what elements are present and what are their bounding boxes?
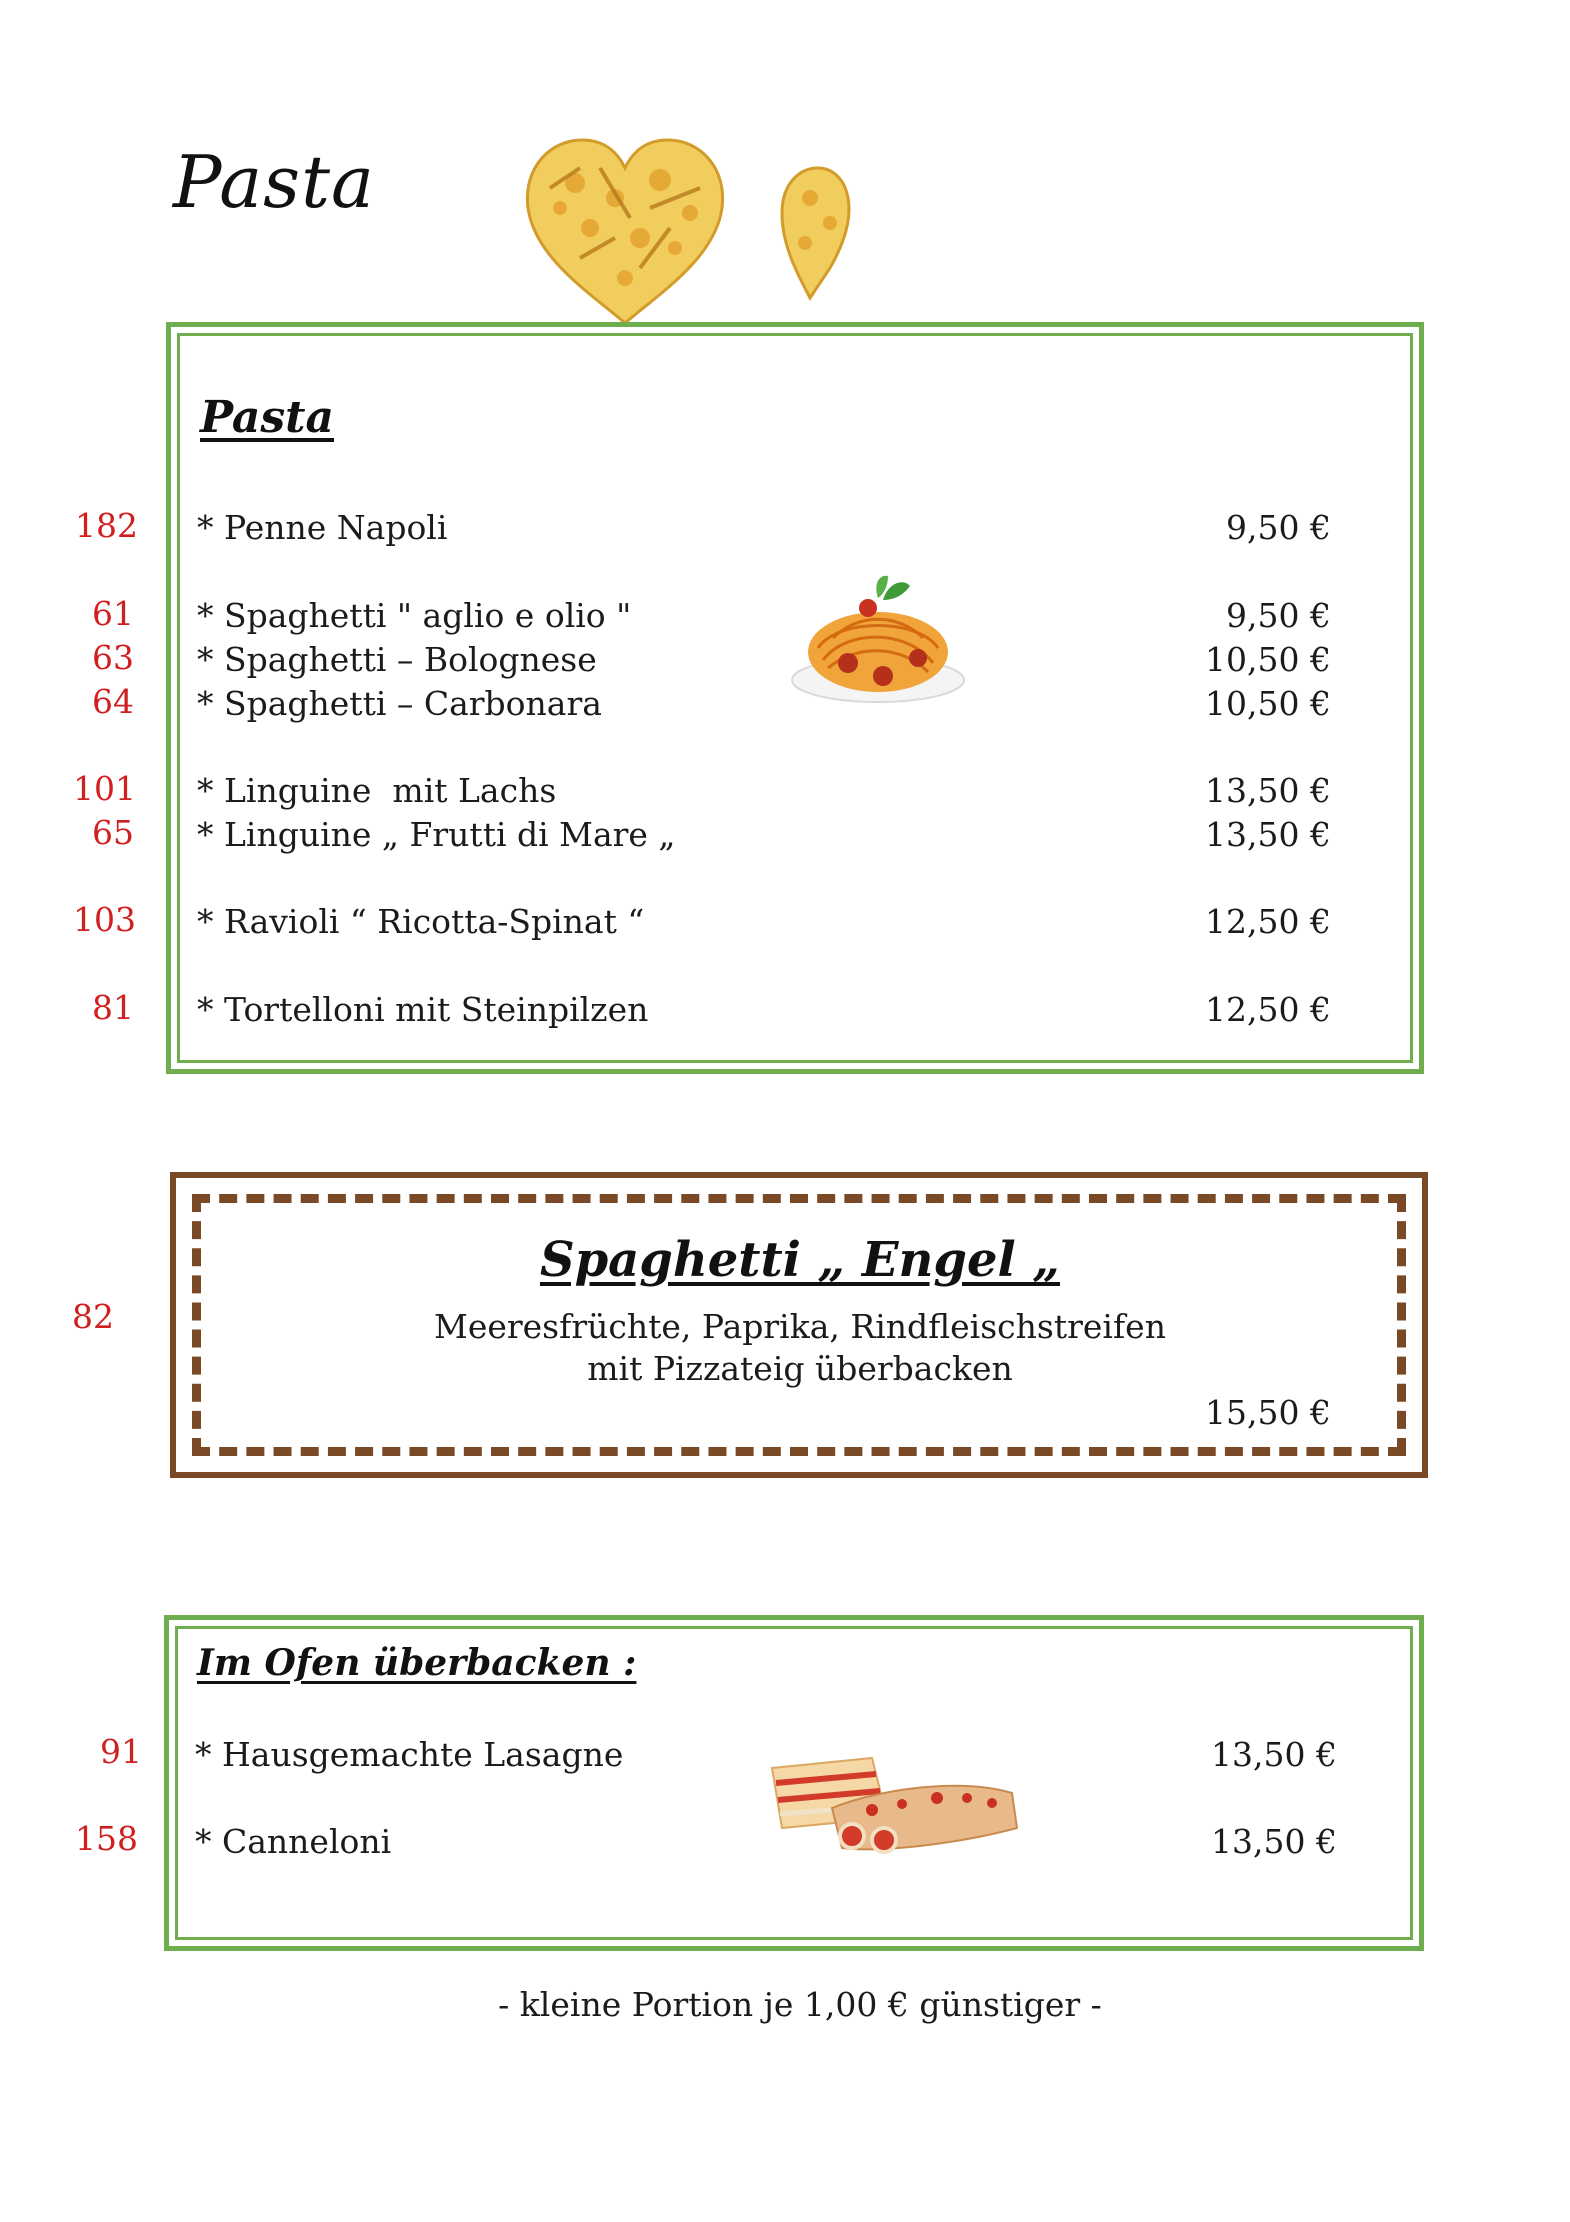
menu-item-price: 9,50 € [1226, 508, 1331, 547]
spaghetti-plate-illustration [788, 568, 968, 708]
item-number: 61 [92, 594, 134, 633]
special-number: 82 [72, 1297, 114, 1336]
menu-item-price: 13,50 € [1211, 1822, 1337, 1861]
menu-item-price: 13,50 € [1211, 1735, 1337, 1774]
pasta-heart-illustration [520, 128, 890, 328]
item-number: 81 [92, 988, 134, 1027]
menu-item-name: * Linguine „ Frutti di Mare „ [197, 815, 676, 854]
item-number: 65 [92, 813, 134, 852]
menu-item-price: 13,50 € [1205, 815, 1331, 854]
item-number: 101 [73, 769, 136, 808]
item-number: 103 [73, 900, 136, 939]
menu-item-price: 12,50 € [1205, 902, 1331, 941]
menu-item-price: 13,50 € [1205, 771, 1331, 810]
menu-item-name: * Hausgemachte Lasagne [195, 1735, 624, 1774]
special-title: Spaghetti „ Engel „ [539, 1232, 1061, 1288]
menu-item-name: * Ravioli “ Ricotta-Spinat “ [197, 902, 645, 941]
pasta-section-title: Pasta [200, 392, 335, 443]
menu-item-name: * Penne Napoli [197, 508, 448, 547]
item-number: 91 [100, 1732, 142, 1771]
menu-item-name: * Spaghetti – Carbonara [197, 684, 602, 723]
menu-item-price: 10,50 € [1205, 640, 1331, 679]
special-price: 15,50 € [1205, 1393, 1331, 1432]
menu-item-price: 10,50 € [1205, 684, 1331, 723]
menu-item-name: * Spaghetti " aglio e olio " [197, 596, 632, 635]
footer-note: - kleine Portion je 1,00 € günstiger - [498, 1985, 1102, 2024]
menu-item-name: * Canneloni [195, 1822, 392, 1861]
menu-item-price: 12,50 € [1205, 990, 1331, 1029]
item-number: 158 [75, 1819, 138, 1858]
special-description-line1: Meeresfrüchte, Paprika, Rindfleischstreifen [434, 1307, 1166, 1346]
item-number: 182 [75, 506, 138, 545]
oven-section-title: Im Ofen überbacken : [197, 1642, 637, 1684]
item-number: 63 [92, 638, 134, 677]
item-number: 64 [92, 682, 134, 721]
lasagne-illustration [762, 1748, 1027, 1858]
menu-item-name: * Spaghetti – Bolognese [197, 640, 597, 679]
menu-item-name: * Linguine mit Lachs [197, 771, 557, 810]
menu-item-price: 9,50 € [1226, 596, 1331, 635]
menu-item-name: * Tortelloni mit Steinpilzen [197, 990, 649, 1029]
page-title: Pasta [173, 140, 375, 224]
special-description-line2: mit Pizzateig überbacken [587, 1349, 1013, 1388]
